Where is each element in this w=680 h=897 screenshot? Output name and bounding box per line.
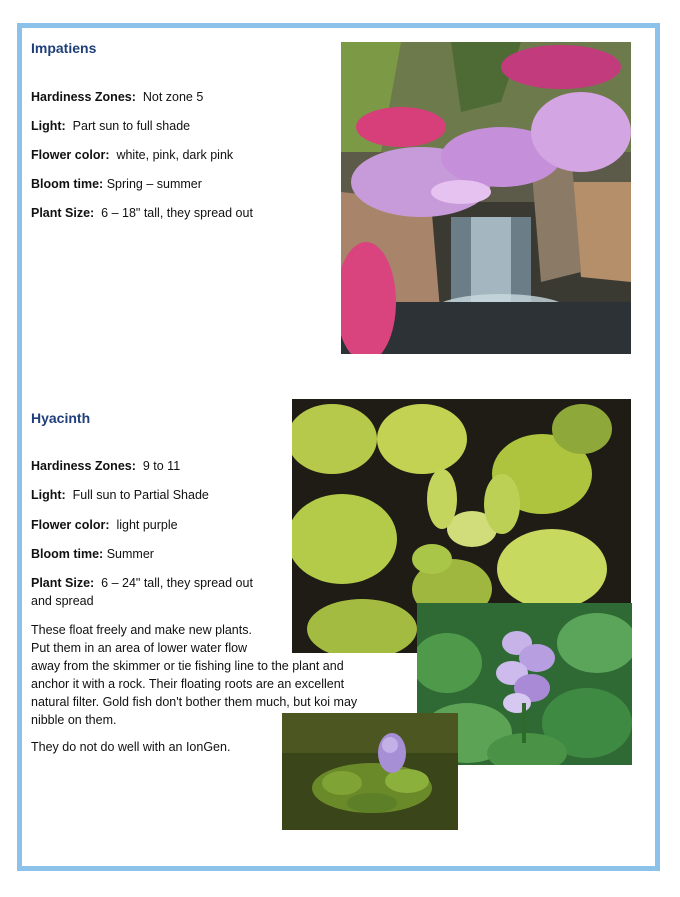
label: Bloom time: (31, 547, 104, 561)
label: Plant Size: (31, 206, 95, 220)
impatiens-waterfall-photo (341, 42, 631, 354)
value: Spring – summer (106, 177, 202, 191)
hyacinth-size-cont: and spread (31, 594, 94, 608)
label: Light: (31, 488, 66, 502)
text-line: These float freely and make new plants. (31, 623, 252, 637)
impatiens-heading: Impatiens (31, 40, 97, 56)
text-line: away from the skimmer or tie fishing line to the plant and (31, 659, 344, 673)
label: Light: (31, 119, 66, 133)
label: Hardiness Zones: (31, 90, 136, 104)
hyacinth-bloom (31, 547, 154, 561)
hyacinth-iongen-note: They do not do well with an IonGen. (31, 740, 231, 754)
impatiens-color (31, 148, 233, 162)
value: Summer (106, 547, 154, 561)
impatiens-size (31, 206, 253, 220)
hyacinth-heading: Hyacinth (31, 410, 91, 426)
value: Part sun to full shade (72, 119, 191, 133)
impatiens-light (31, 119, 190, 133)
text-line: Put them in an area of lower water flow (31, 641, 248, 655)
hyacinth-light (31, 488, 209, 502)
impatiens-bloom (31, 177, 202, 191)
label: Flower color: (31, 518, 110, 532)
value: 6 – 18" tall, they spread out (101, 206, 253, 220)
label: Flower color: (31, 148, 110, 162)
text-line: anchor it with a rock. Their floating roots are an excellent (31, 677, 345, 691)
text-line: nibble on them. (31, 713, 117, 727)
impatiens-zones (31, 90, 203, 104)
value: white, pink, dark pink (116, 148, 234, 162)
hyacinth-zones (31, 459, 180, 473)
label: Plant Size: (31, 576, 95, 590)
hyacinth-floating-photo (282, 713, 458, 830)
value: 9 to 11 (142, 459, 181, 473)
hyacinth-size (31, 576, 253, 590)
value: 6 – 24" tall, they spread out (101, 576, 253, 590)
hyacinth-color (31, 518, 178, 532)
label: Bloom time: (31, 177, 104, 191)
text-line: natural filter. Gold fish don't bother them much, but koi may (31, 695, 358, 709)
value: light purple (116, 518, 178, 532)
label: Hardiness Zones: (31, 459, 136, 473)
value: Full sun to Partial Shade (72, 488, 209, 502)
value: Not zone 5 (142, 90, 204, 104)
